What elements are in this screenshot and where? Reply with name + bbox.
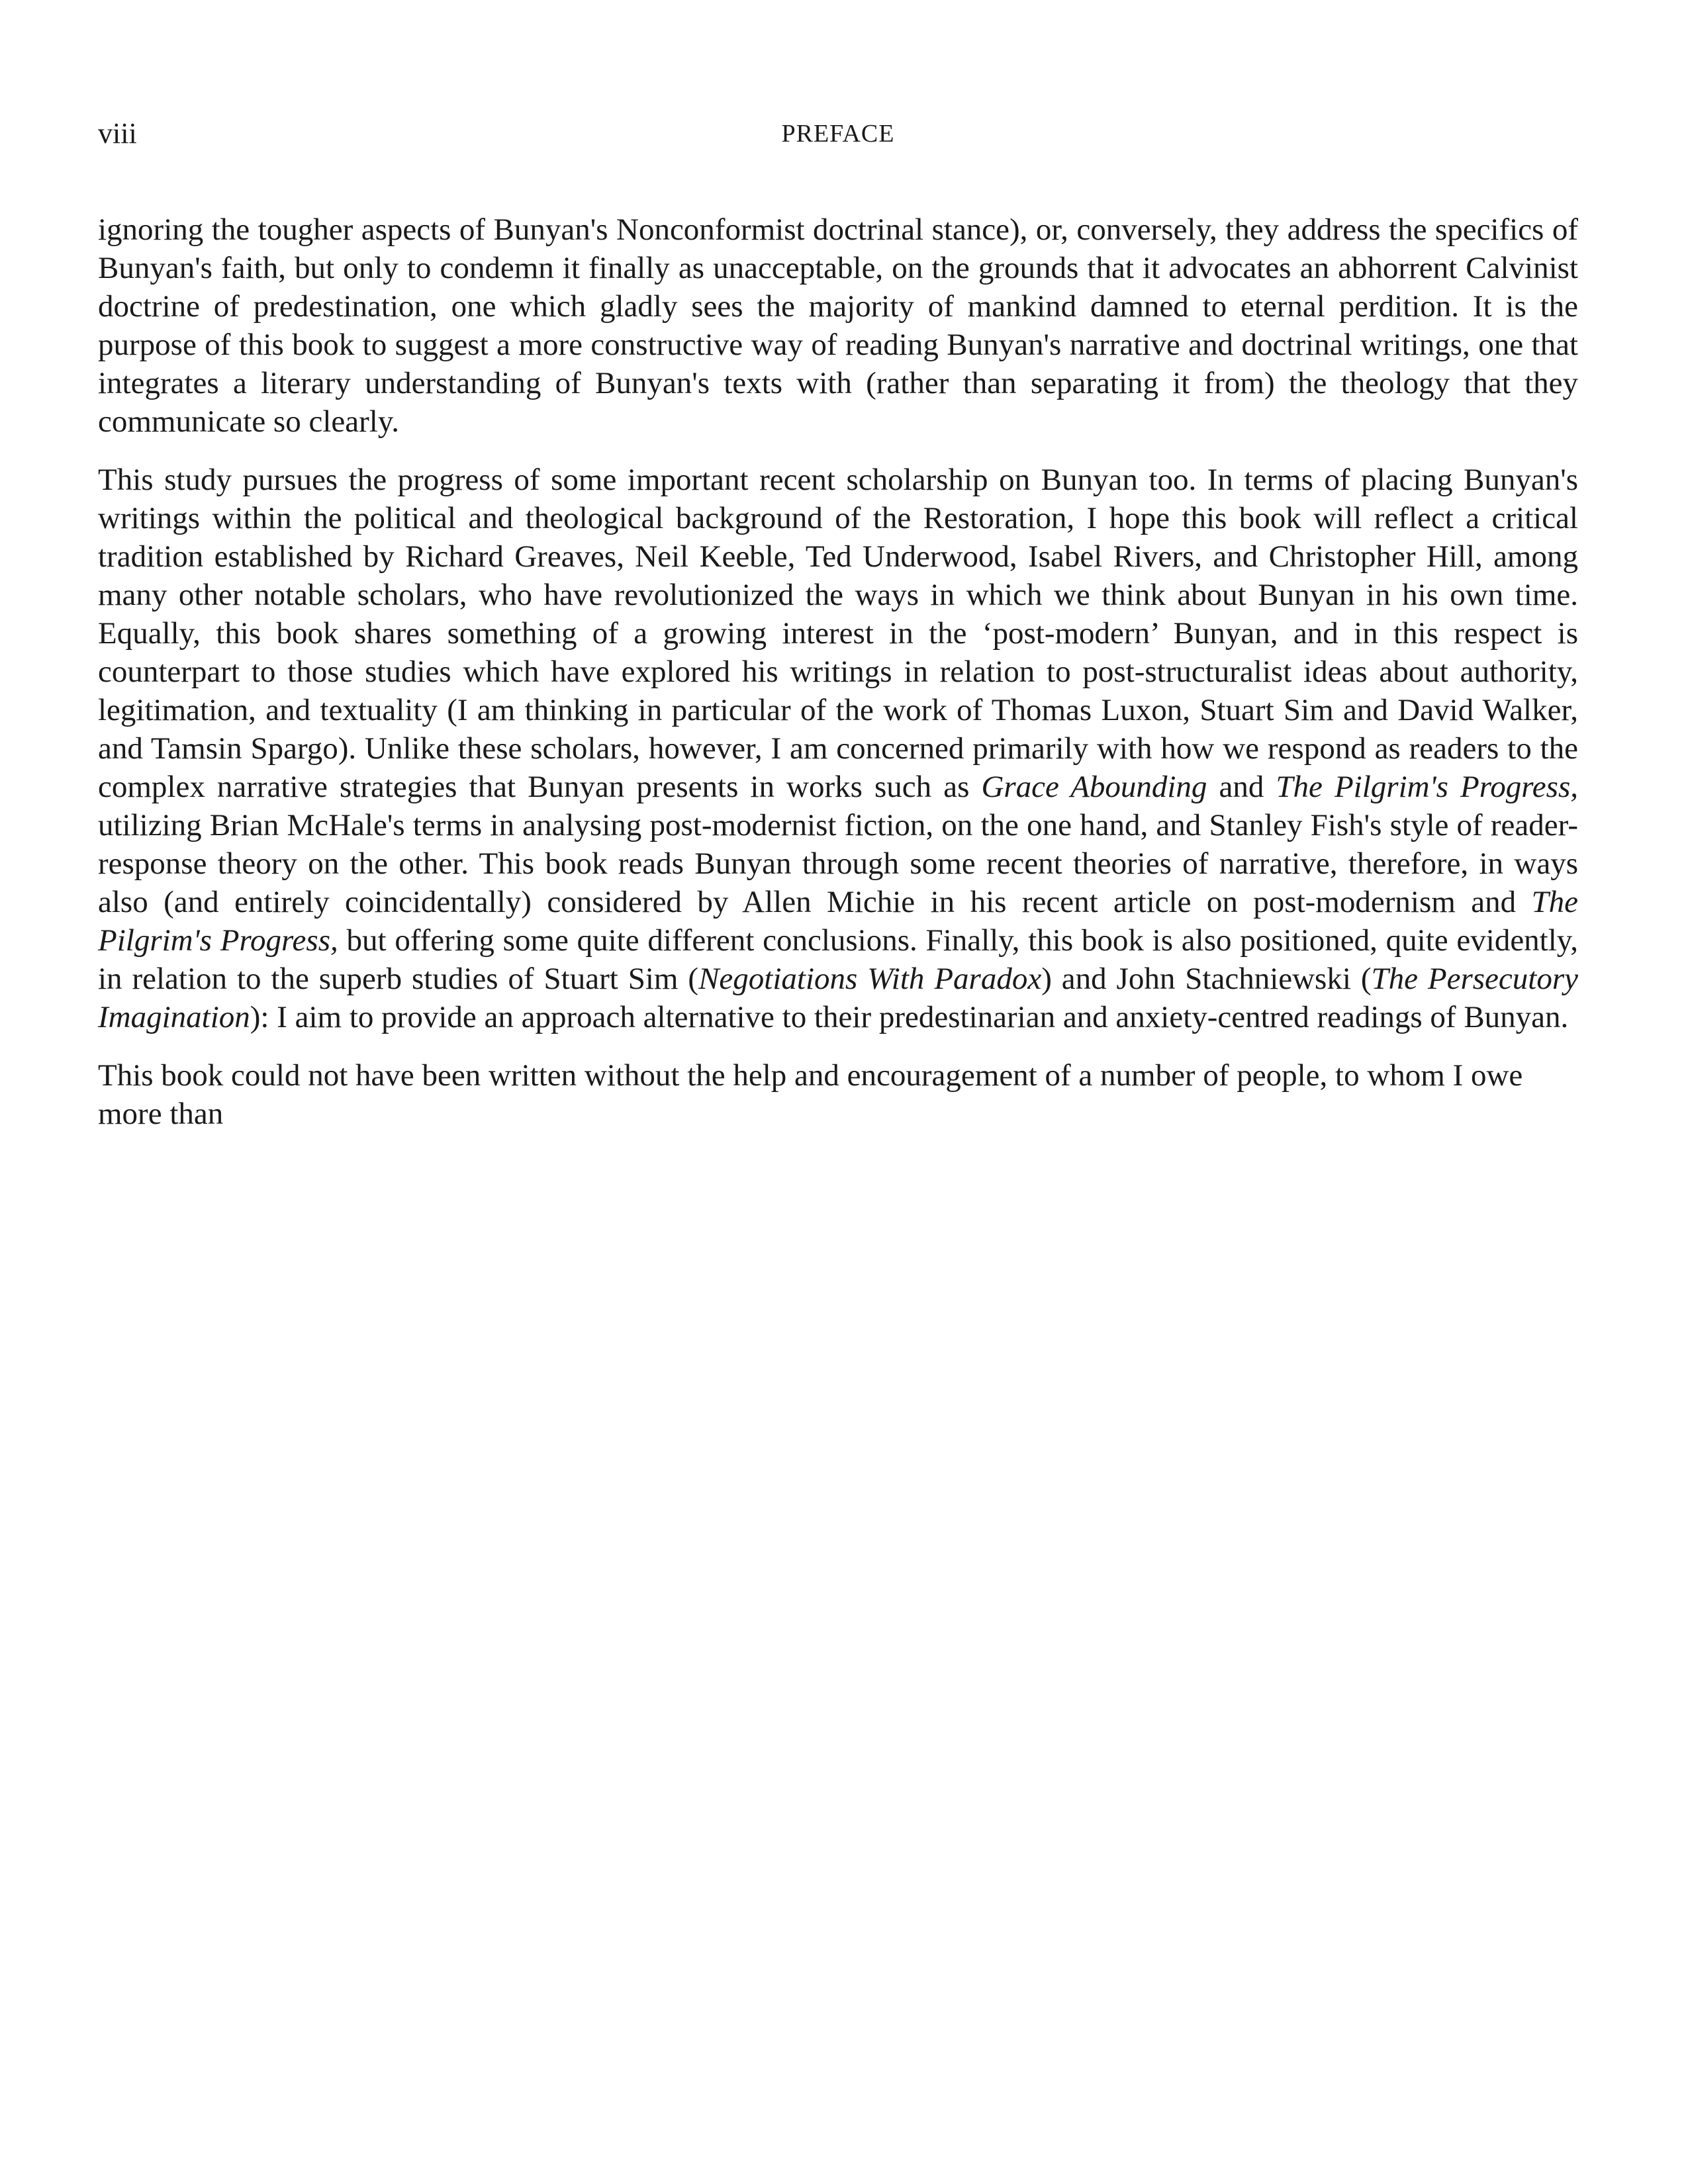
paragraph-2-segment: utilizing Brian McHale's terms in analysing post-modernist fiction, on the one hand, and Stanley Fish's style of reader-response theory on the other. This book reads Bunyan through some recent theories of narrative, therefore, in ways also (and entirely coincidentally) considered by Allen Michie in his recent article on post-modernism and (98, 808, 1578, 919)
paragraph-1: ignoring the tougher aspects of Bunyan's Nonconformist doctrinal stance), or, conversely, they address the specifics of Bunyan's faith, but only to condemn it finally as unacceptable, on the grounds that it advocates an abhorrent Calvinist doctrine of predestination, one which gladly sees the majority of mankind damned to eternal perdition. It is the purpose of this book to suggest a more constructive way of reading Bunyan's narrative and doctrinal writings, one that integrates a literary understanding of Bunyan's texts with (rather than separating it from) the theology that they communicate so clearly. (98, 212, 1578, 439)
running-title: PREFACE (781, 120, 895, 148)
paragraph-2-segment: ): I aim to provide an approach alternative to their predestinarian and anxiety-centred readings of Bunyan. (250, 1000, 1569, 1034)
paragraph-2-segment: but offering some quite different conclusions. Finally, this book is also positioned, quite evidently, in relation to the superb studies of Stuart Sim ( (98, 923, 1578, 996)
page-number: viii (98, 117, 137, 150)
title-persecutory-imagination: The Persecutory Imagination (98, 962, 1578, 1034)
title-negotiations-with-paradox: Negotiations With Paradox (698, 962, 1042, 996)
paragraph-2-segment: and (1207, 770, 1276, 804)
title-pilgrims-progress: The Pilgrim's Progress, (98, 885, 1578, 958)
paragraph-2 (98, 461, 1578, 1036)
paragraph-2-segment: ) and John Stachniewski ( (1041, 962, 1372, 996)
paragraph-2-segment: This study pursues the progress of some important recent scholarship on Bunyan too. In terms of placing Bunyan's writings within the political and theological background of the Restoration, I hope this book will reflect a critical tradition established by Richard Greaves, Neil Keeble, Ted Underwood, Isabel Rivers, and Christopher Hill, among many other notable scholars, who have revolutionized the ways in which we think about Bunyan in his own time. Equally, this book shares something of a growing interest in the ‘post-modern’ Bunyan, and in this respect is counterpart to those studies which have explored his writings in relation to post-structuralist ideas about authority, legitimation, and textuality (I am thinking in particular of the work of Thomas Luxon, Stuart Sim and David Walker, and Tamsin Spargo). Unlike these scholars, however, I am concerned primarily with how we respond as readers to the complex narrative strategies that Bunyan presents in works such as (98, 463, 1578, 804)
title-grace-abounding: Grace Abounding (981, 770, 1207, 804)
title-pilgrims-progress: The Pilgrim's Progress, (1276, 770, 1578, 804)
running-head (98, 114, 1578, 154)
body-text (98, 210, 1578, 1153)
paragraph-3: This book could not have been written without the help and encouragement of a number of people, to whom I owe more than (98, 1058, 1523, 1131)
